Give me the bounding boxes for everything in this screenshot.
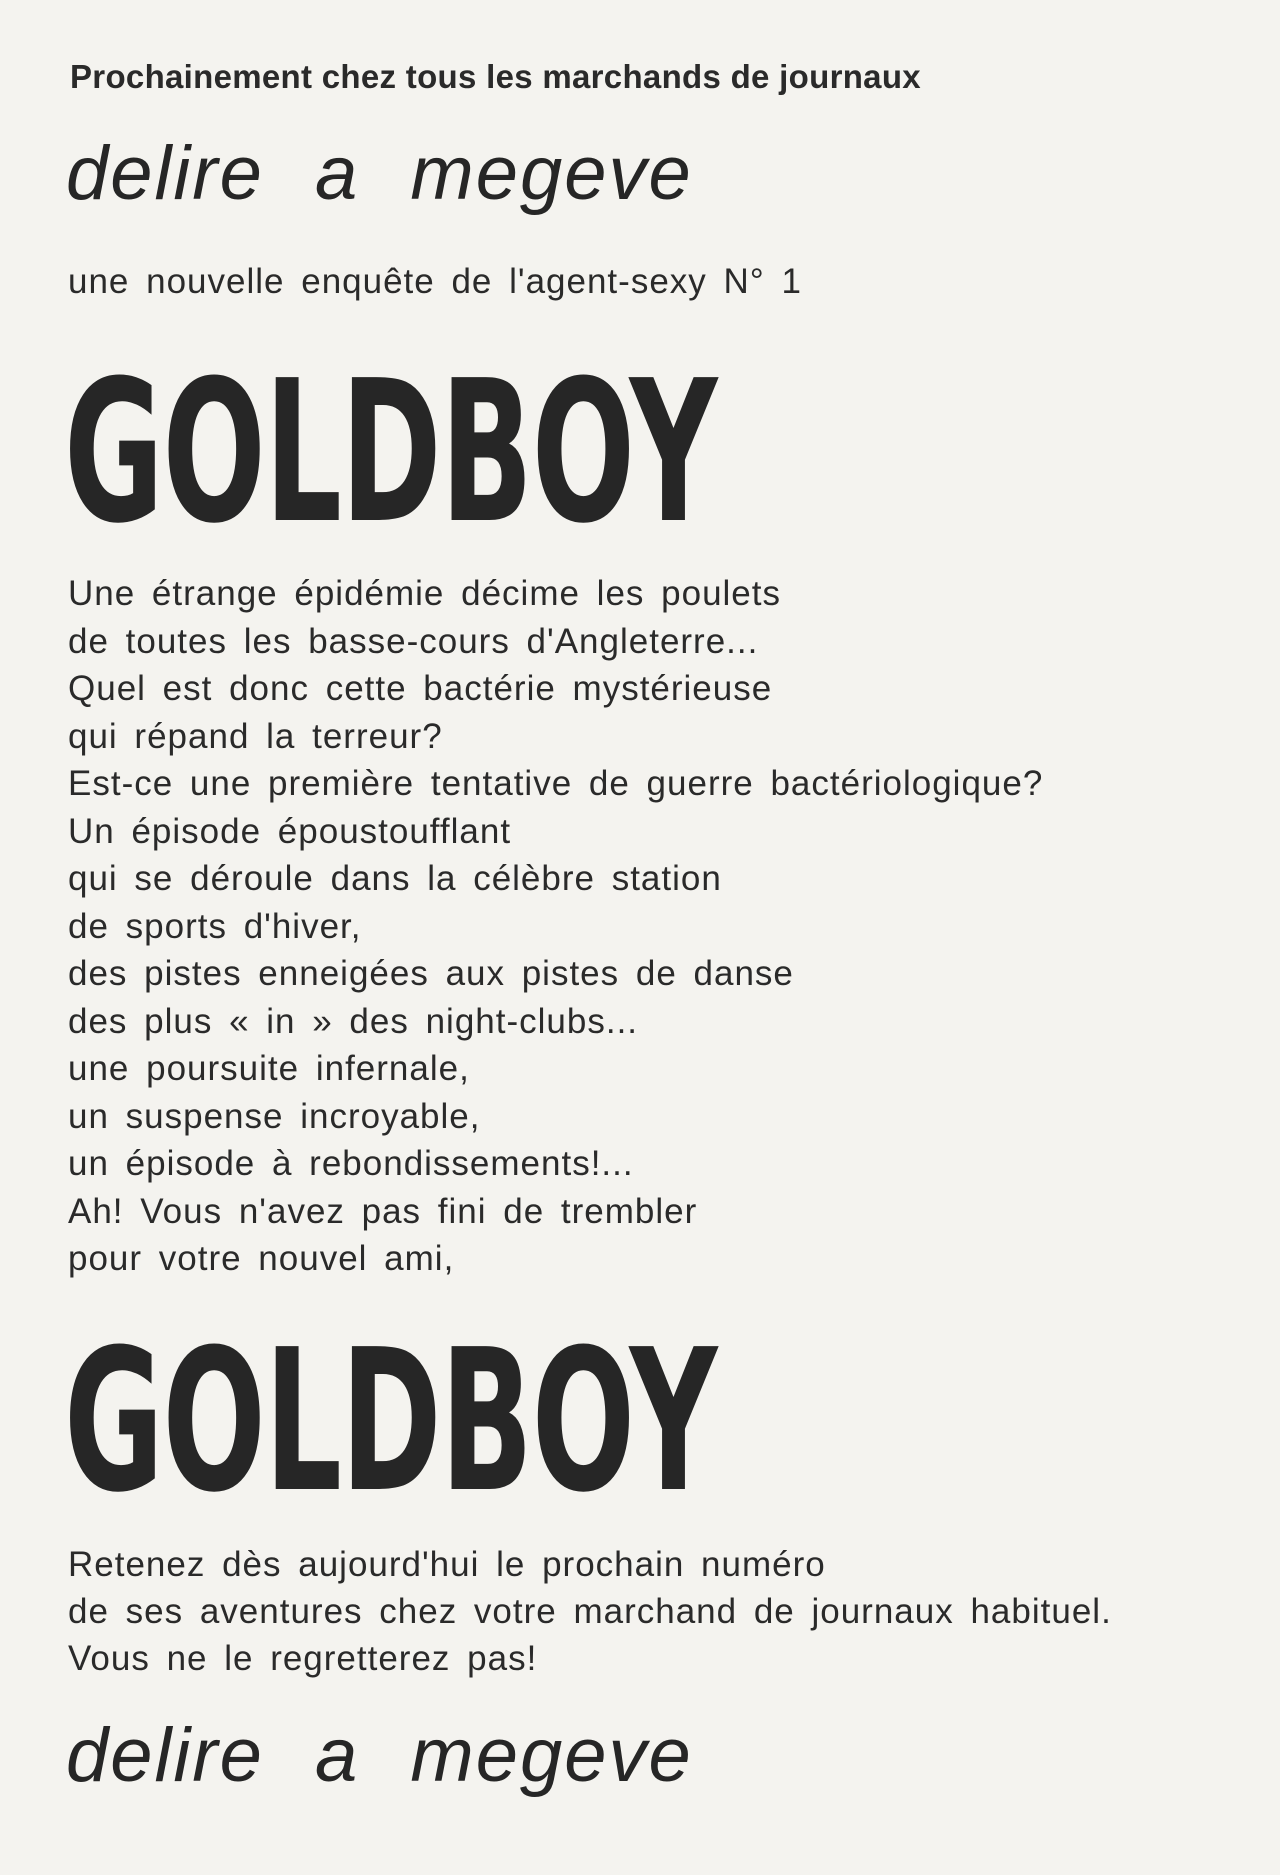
title-bottom: delire a megeve [66,1713,693,1798]
body-line: Ah! Vous n'avez pas fini de trembler [68,1191,698,1231]
body-line: une poursuite infernale, [68,1049,470,1088]
body-line: des pistes enneigées aux pistes de danse [68,954,794,993]
body-text [68,570,1043,1283]
body-line: Une étrange épidémie décime les poulets [68,574,781,613]
closing-text [68,1541,1112,1682]
body-line: de sports d'hiver, [68,906,362,946]
announcement-line: Prochainement chez tous les marchands de journaux [70,58,921,95]
title-top: delire a megeve [66,131,693,216]
body-line: qui se déroule dans la célèbre station [68,859,722,898]
closing-line: Vous ne le regretterez pas! [68,1639,538,1678]
closing-line: Retenez dès aujourd'hui le prochain numéro [68,1545,826,1584]
hero-title-top: GOLDBOY [64,339,717,567]
body-line: Est-ce une première tentative de guerre bactériologique? [68,764,1044,803]
hero-title-bottom: GOLDBOY [64,1308,717,1536]
subtitle: une nouvelle enquête de l'agent-sexy N° 1 [68,262,802,301]
body-line: un épisode à rebondissements!... [68,1144,634,1183]
closing-line: de ses aventures chez votre marchand de journaux habituel. [68,1592,1112,1631]
body-line: pour votre nouvel ami, [68,1239,455,1278]
body-line: Quel est donc cette bactérie mystérieuse [68,669,773,708]
body-line: de toutes les basse-cours d'Angleterre... [68,621,759,661]
body-line: un suspense incroyable, [68,1096,481,1136]
body-line: des plus « in » des night-clubs... [68,1001,639,1041]
body-line: qui répand la terreur? [68,716,443,756]
body-line: Un épisode époustoufflant [68,811,512,851]
